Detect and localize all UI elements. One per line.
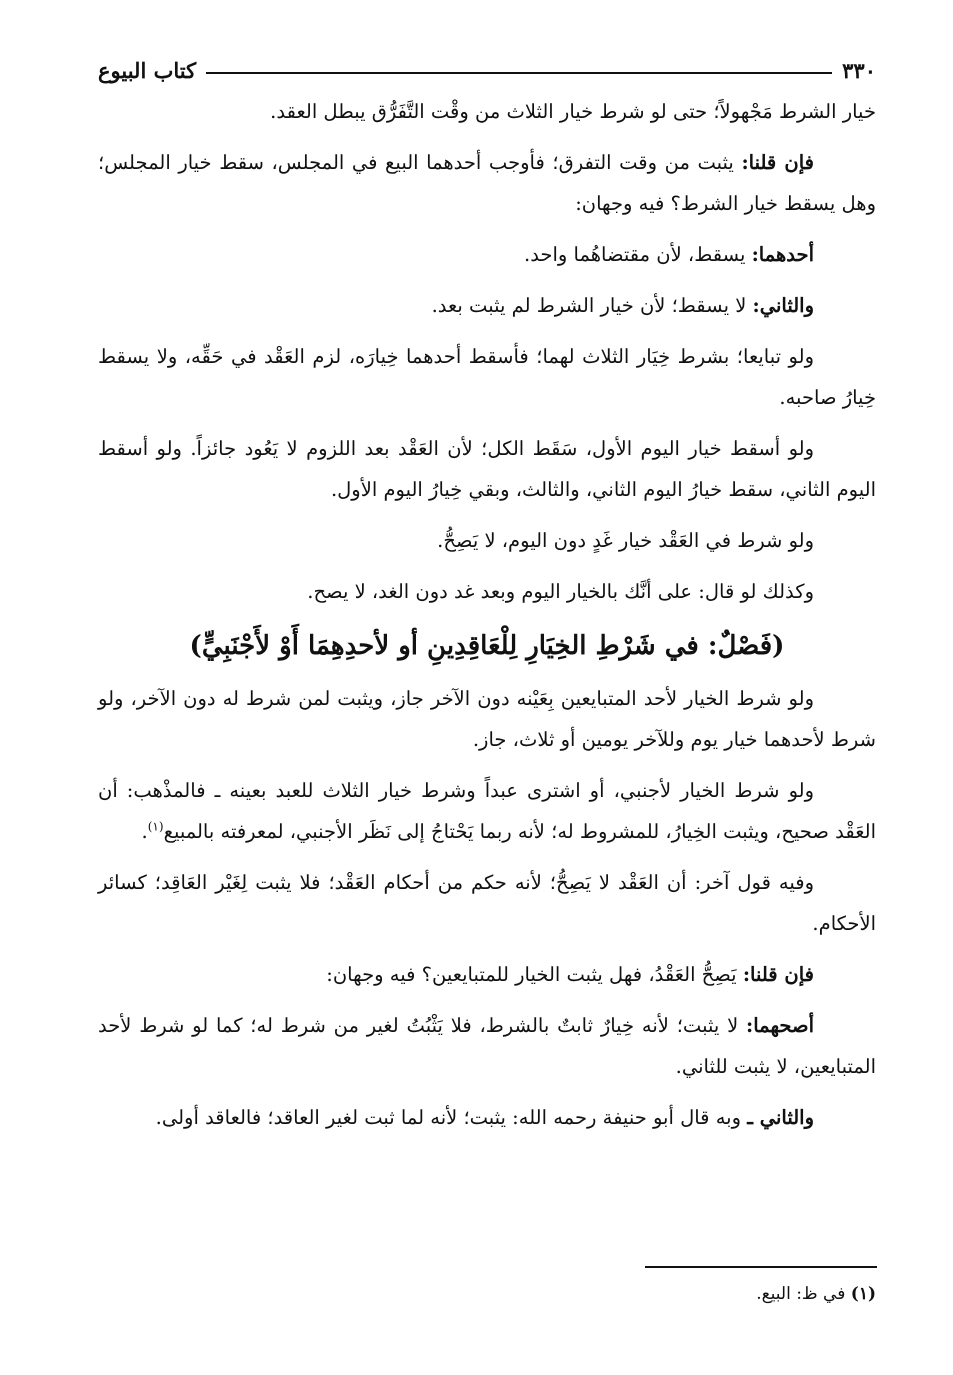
- paragraph-tail: .: [141, 820, 148, 843]
- paragraph-text: يسقط، لأن مقتضاهُما واحد.: [524, 243, 752, 266]
- footnote-number: (١): [850, 1284, 876, 1304]
- book-title: كتاب البيوع: [98, 57, 197, 83]
- paragraph: [98, 571, 876, 612]
- footnote-text: في ظ: البيع.: [756, 1284, 846, 1304]
- paragraph: [98, 862, 876, 944]
- page-number: ٣٣٠: [842, 57, 876, 83]
- paragraph-text: وفيه قول آخر: أن العَقْد لا يَصِحُّ؛ لأنه حكم من أحكام العَقْد؛ فلا يثبت لِغَيْر العَاقِد؛ كسائر الأحكام.: [98, 871, 876, 935]
- paragraph-text: يَصِحُّ العَقْدُ، فهل يثبت الخيار للمتبايعين؟ فيه وجهان:: [326, 963, 743, 986]
- paragraph-text: ولو شرط الخيار لأحد المتبايعين بِعَيْنه دون الآخر جاز، ويثبت لمن شرط له دون الآخر، ولو شرط لأحدهما خيار يوم وللآخر يومين أو ثلاث، جاز.: [98, 687, 876, 751]
- paragraph: [98, 285, 876, 326]
- header-rule: [206, 72, 832, 74]
- paragraph: [98, 336, 876, 418]
- paragraph-lead: فإن قلنا:: [741, 151, 814, 174]
- paragraph-text: ولو تبايعا؛ بشرط خِيَار الثلاث لهما؛ فأسقط أحدهما خِيارَه، لزم العَقْد في حَقِّه، ولا يسقط خِيارُ صاحبه.: [98, 345, 876, 409]
- paragraph: [98, 520, 876, 561]
- paragraph-text: لا يثبت؛ لأنه خِيارٌ ثابتٌ بالشرط، فلا يَثْبُتُ لغير من شرط له؛ كما لو شرط لأحد المتبايعين، لا يثبت للثاني.: [98, 1014, 876, 1078]
- paragraph: [98, 142, 876, 224]
- paragraph-text: ولو أسقط خيار اليوم الأول، سَقَط الكل؛ لأن العَقْد بعد اللزوم لا يَعُود جائزاً. ولو أسقط اليوم الثاني، سقط خيارُ اليوم الثاني، والثالث، وبقي خِيارُ اليوم الأول.: [98, 437, 876, 501]
- footnote-rule: [645, 1266, 877, 1268]
- paragraph-text: لا يسقط؛ لأن خيار الشرط لم يثبت بعد.: [431, 294, 753, 317]
- section-heading: (فَصْلٌ: في شَرْطِ الخِيَارِ لِلْعَاقِدِينِ أو لأحدِهِمَا أَوْ لأَجْنَبِيٍّ): [189, 631, 785, 661]
- paragraph-lead: والثاني ـ: [747, 1106, 814, 1129]
- body-text: [98, 91, 876, 1138]
- paragraph-text: خيار الشرط مَجْهولاً؛ حتى لو شرط خيار الثلاث من وقْت التَّفَرُّق يبطل العقد.: [270, 100, 876, 123]
- paragraph: [98, 770, 876, 852]
- running-header: [98, 55, 876, 85]
- paragraph-lead: أصحهما:: [746, 1014, 814, 1037]
- paragraph-text: وكذلك لو قال: على أنَّك بالخيار اليوم وبعد غد دون الغد، لا يصح.: [307, 580, 814, 603]
- footnote: [756, 1280, 876, 1308]
- paragraph-text: ولو شرط في العَقْد خيار غَدٍ دون اليوم، لا يَصِحُّ.: [437, 529, 814, 552]
- paragraph: [98, 1097, 876, 1138]
- paragraph-text: وبه قال أبو حنيفة رحمه الله: يثبت؛ لأنه لما ثبت لغير العاقد؛ فالعاقد أولى.: [155, 1106, 748, 1129]
- paragraph-lead: أحدهما:: [751, 243, 814, 266]
- paragraph: [98, 428, 876, 510]
- paragraph: [98, 954, 876, 995]
- paragraph-lead: والثاني:: [752, 294, 814, 317]
- paragraph: [98, 234, 876, 275]
- paragraph: [98, 678, 876, 760]
- paragraph-lead: فإن قلنا:: [742, 963, 814, 986]
- paragraph-text: يثبت من وقت التفرق؛ فأوجب أحدهما البيع في المجلس، سقط خيار المجلس؛ وهل يسقط خيار الشرط؟ فيه وجهان:: [98, 151, 876, 215]
- footnote-reference[interactable]: (١): [147, 819, 164, 834]
- paragraph: [98, 91, 876, 132]
- paragraph: [98, 1005, 876, 1087]
- paragraph-text: ولو شرط الخيار لأجنبي، أو اشترى عبداً وشرط خيار الثلاث للعبد بعينه ـ فالمذْهب: أن العَقْد صحيح، ويثبت الخِيارُ، للمشروط له؛ لأنه ربما يَحْتاجُ إلى نَظَر الأجنبي، لمعرفته بالمبيع: [98, 779, 876, 843]
- page-content: [98, 55, 876, 1148]
